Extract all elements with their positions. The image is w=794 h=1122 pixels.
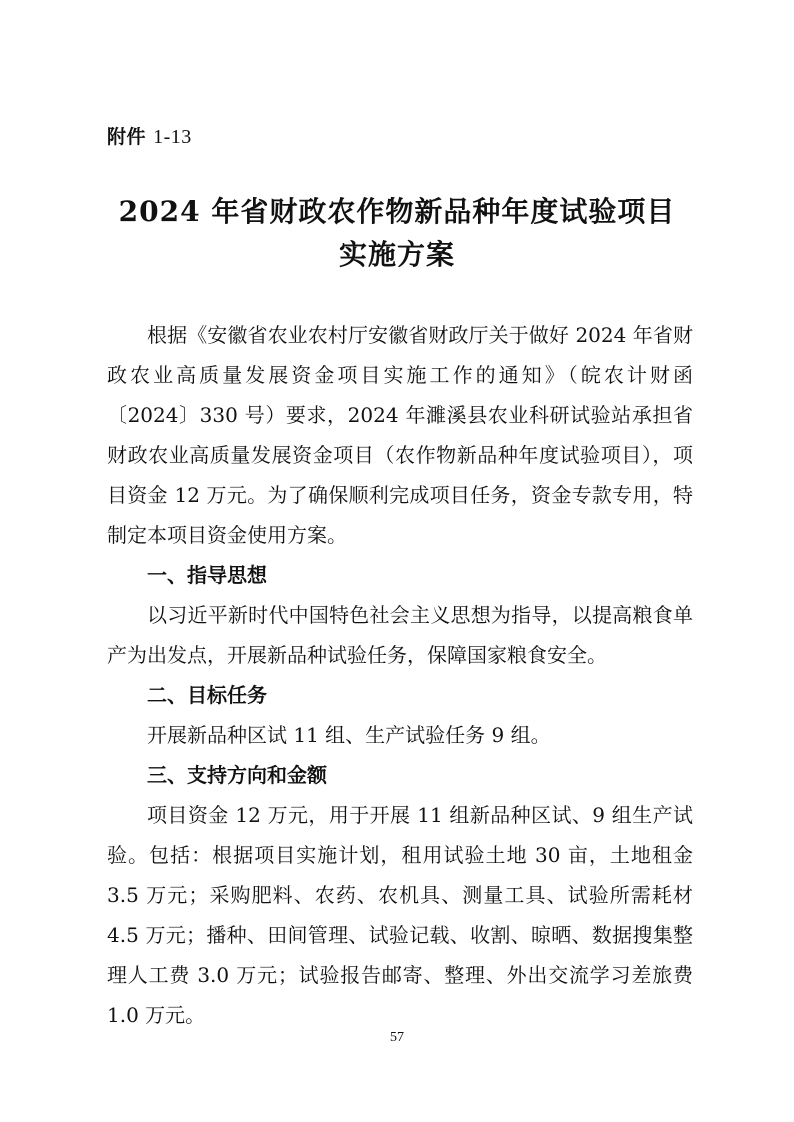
attachment-word: 附件 [107,126,147,148]
document-title-line-2: 实施方案 [338,238,455,271]
section-heading-objectives: 二、目标任务 [147,683,267,707]
section-text-guiding-thought: 以习近平新时代中国特色社会主义思想为指导，以提高粮食单产为出发点，开展新品种试验任务，保障国家粮食安全。 [107,603,693,667]
section-text-objectives: 开展新品种区试 11 组、生产试验任务 9 组。 [147,723,551,747]
section-heading-funding: 三、支持方向和金额 [147,763,327,787]
attachment-number: 1-13 [153,126,192,148]
section-text-funding: 项目资金 12 万元，用于开展 11 组新品种区试、9 组生产试验。包括：根据项目实施计划，租用试验土地 30 亩，土地租金 3.5 万元；采购肥料、农药、农机具、测量工具、试验所需耗材 4.5 万元；播种、田间管理、试验记载、收割、晾晒、数据搜集整理人工费 3.0 万元；试验报告邮寄、整理、外出交流学习差旅费 1.0 万元。 [107,803,693,1027]
attachment-label [107,122,192,149]
section-heading-guiding-thought: 一、指导思想 [147,563,267,587]
intro-paragraph: 根据《安徽省农业农村厅安徽省财政厅关于做好 2024 年省财政农业高质量发展资金项目实施工作的通知》（皖农计财函〔2024〕330 号）要求，2024 年濉溪县农业科研试验站承担省财政农业高质量发展资金项目（农作物新品种年度试验项目），项目资金 12 万元。为了确保顺利完成项目任务，资金专款专用，特制定本项目资金使用方案。 [107,323,693,547]
document-body [107,315,693,1035]
document-title-line-1: 2024 年省财政农作物新品种年度试验项目 [118,195,676,228]
page-number: 57 [390,1030,404,1045]
